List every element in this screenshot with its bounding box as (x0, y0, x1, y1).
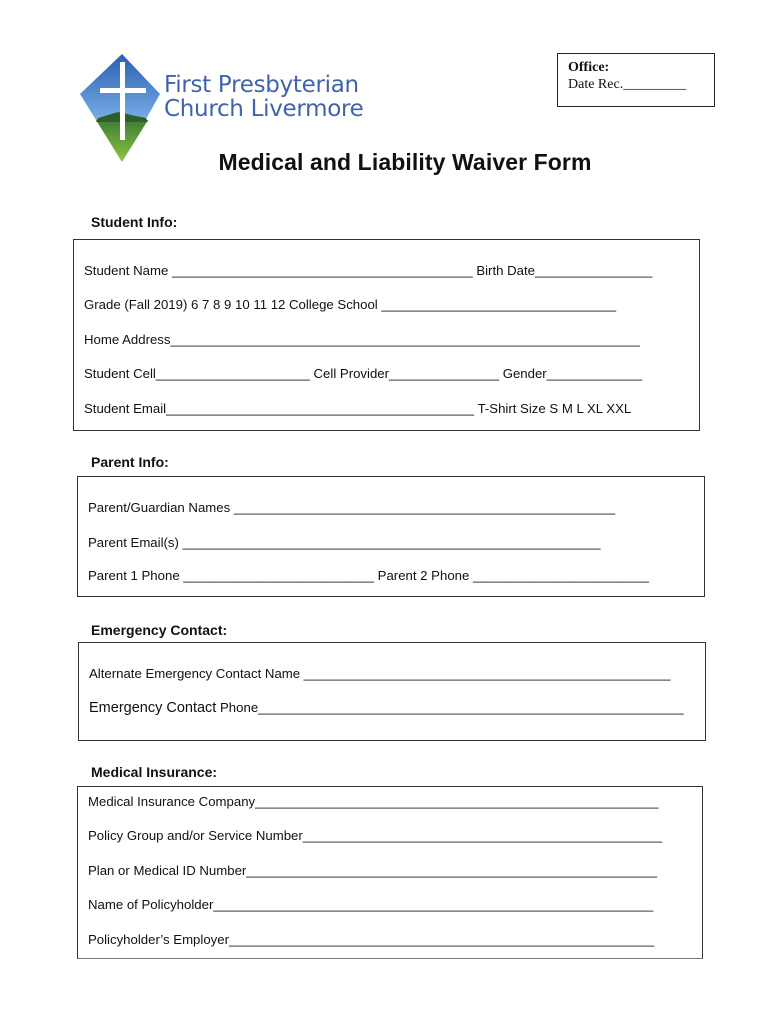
logo-text-line1: First Presbyterian (164, 72, 359, 98)
student-info-label: Student Info: (91, 214, 178, 230)
insurance-company-field[interactable]: Medical Insurance Company_______________________________________________________ (88, 794, 659, 809)
grade-school-field[interactable]: Grade (Fall 2019) 6 7 8 9 10 11 12 College School ________________________________ (84, 297, 617, 312)
office-use-box (557, 53, 715, 107)
policyholder-employer-field[interactable]: Policyholder’s Employer__________________________________________________________ (88, 932, 655, 947)
guardian-names-field[interactable]: Parent/Guardian Names ____________________________________________________ (88, 500, 616, 515)
emergency-phone-text: Phone__________________________________________________________ (220, 700, 684, 715)
logo-text-line2: Church Livermore (164, 96, 364, 122)
parent-emails-field[interactable]: Parent Email(s) _________________________________________________________ (88, 535, 601, 550)
parent-info-box (77, 476, 705, 597)
date-received-field[interactable]: Date Rec._________ (568, 77, 687, 92)
alternate-contact-name-field[interactable]: Alternate Emergency Contact Name __________________________________________________ (89, 666, 671, 681)
medical-id-field[interactable]: Plan or Medical ID Number________________________________________________________ (88, 863, 658, 878)
medical-insurance-label: Medical Insurance: (91, 764, 218, 780)
student-info-box (73, 239, 700, 431)
emergency-contact-text: Emergency Contact (89, 700, 217, 716)
student-name-field[interactable]: Student Name _________________________________________ Birth Date________________ (84, 263, 653, 278)
policyholder-name-field[interactable]: Name of Policyholder____________________________________________________________ (88, 897, 654, 912)
student-email-field[interactable]: Student Email__________________________________________ T-Shirt Size S M L XL XXL (84, 401, 632, 416)
parent-info-label: Parent Info: (91, 454, 169, 470)
page-title: Medical and Liability Waiver Form (218, 149, 592, 175)
emergency-contact-label: Emergency Contact: (91, 622, 228, 638)
emergency-phone-field[interactable] (89, 700, 684, 716)
cross-diamond-icon (78, 52, 162, 164)
home-address-field[interactable]: Home Address________________________________________________________________ (84, 332, 640, 347)
office-title: Office: (568, 60, 610, 75)
student-cell-field[interactable]: Student Cell_____________________ Cell Provider_______________ Gender_____________ (84, 366, 643, 381)
medical-insurance-box (77, 786, 703, 959)
parent-phones-field[interactable]: Parent 1 Phone __________________________ Parent 2 Phone ________________________ (88, 568, 650, 583)
policy-group-field[interactable]: Policy Group and/or Service Number_________________________________________________ (88, 828, 663, 843)
church-logo (78, 52, 378, 164)
emergency-contact-box (78, 642, 706, 741)
